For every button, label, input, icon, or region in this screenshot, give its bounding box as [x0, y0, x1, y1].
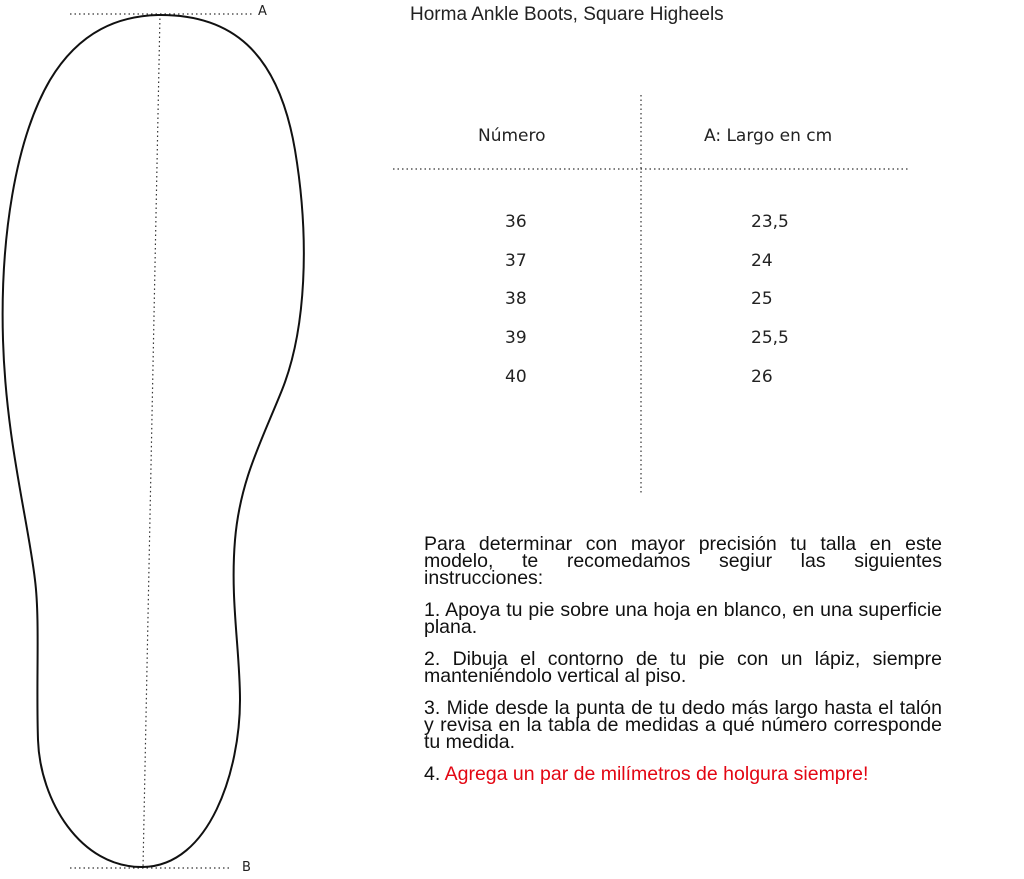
table-cell-largo: 25 — [751, 289, 773, 309]
table-cell-largo: 23,5 — [751, 212, 789, 232]
sizing-instructions — [424, 533, 942, 798]
foot-outline-diagram — [0, 0, 320, 879]
instructions-intro: Para determinar con mayor precisión tu talla en este modelo, te recomedamos segiur las siguientes instrucciones: — [424, 533, 942, 589]
header-numero: Número — [478, 126, 546, 146]
table-cell-numero: 39 — [505, 328, 527, 348]
center-dotted-axis — [143, 14, 160, 868]
instruction-step-3: 3. Mide desde la punta de tu dedo más largo hasta el talón y revisa en la tabla de medidas a qué número corresponde tu medida. — [424, 697, 942, 753]
table-cell-numero: 38 — [505, 289, 527, 309]
table-cell-numero: 40 — [505, 367, 527, 387]
step-4-number: 4. — [424, 763, 441, 785]
table-cell-largo: 25,5 — [751, 328, 789, 348]
page-title: Horma Ankle Boots, Square Higheels — [410, 4, 724, 25]
table-cell-largo: 24 — [751, 251, 773, 271]
label-a: A — [258, 4, 267, 19]
table-cell-numero: 37 — [505, 251, 527, 271]
header-largo: A: Largo en cm — [704, 126, 833, 146]
label-b: B — [242, 860, 251, 875]
instruction-step-4 — [424, 763, 942, 785]
instruction-step-2: 2. Dibuja el contorno de tu pie con un lápiz, siempre manteniéndolo vertical al piso. — [424, 648, 942, 687]
insole-contour — [3, 15, 304, 867]
instruction-step-1: 1. Apoya tu pie sobre una hoja en blanco, en una superficie plana. — [424, 599, 942, 638]
size-table-grid — [385, 90, 915, 500]
step-4-highlight-text: Agrega un par de milímetros de holgura siempre! — [444, 763, 869, 785]
table-cell-largo: 26 — [751, 367, 773, 387]
table-cell-numero: 36 — [505, 212, 527, 232]
